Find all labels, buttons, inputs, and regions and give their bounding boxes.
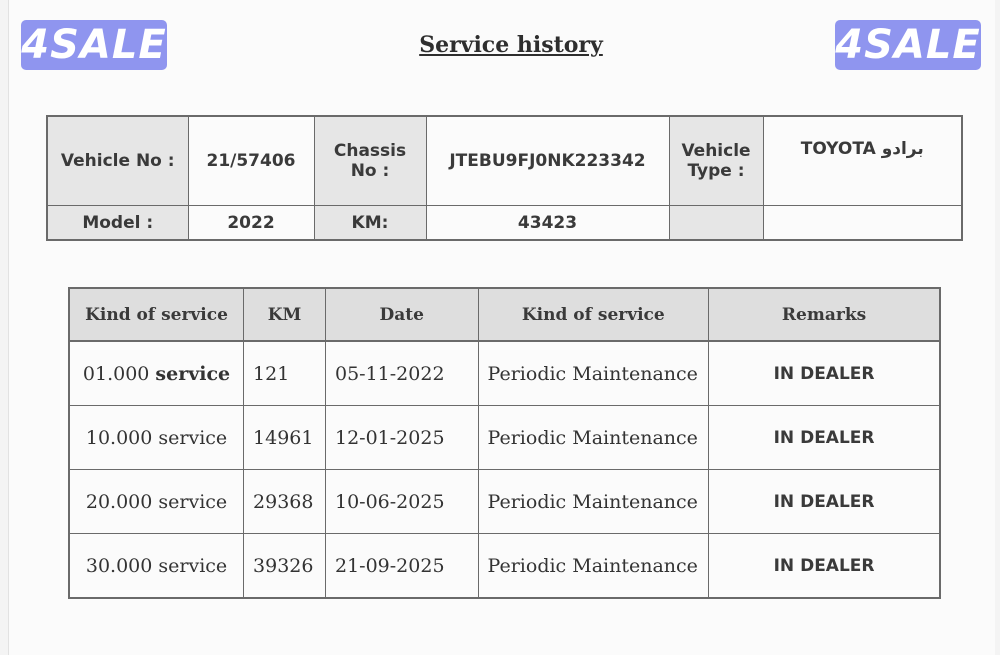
vehicle-no-value: 21/57406 (188, 116, 314, 206)
service-word: service (158, 490, 228, 513)
column-header: Remarks (709, 288, 940, 341)
vehicle-type-label: Vehicle Type : (669, 116, 763, 206)
table-row (69, 470, 940, 534)
service-kind-cell (69, 470, 244, 534)
service-interval: 30.000 (85, 554, 153, 577)
service-type-cell: Periodic Maintenance (478, 406, 709, 470)
service-interval: 10.000 (85, 426, 153, 449)
date-cell: 21-09-2025 (325, 534, 478, 599)
model-value: 2022 (188, 206, 314, 241)
chassis-label: Chassis No : (314, 116, 426, 206)
service-kind-cell (69, 341, 244, 406)
page-title: Service history (419, 32, 603, 58)
remarks-cell: IN DEALER (709, 406, 940, 470)
service-interval: 20.000 (85, 490, 153, 513)
service-kind-cell (69, 534, 244, 599)
km-cell: 121 (244, 341, 326, 406)
table-row (69, 406, 940, 470)
table-row (69, 341, 940, 406)
remarks-cell: IN DEALER (709, 534, 940, 599)
column-header: Date (325, 288, 478, 341)
date-cell: 12-01-2025 (325, 406, 478, 470)
document-page (8, 0, 995, 655)
column-header: Kind of service (478, 288, 709, 341)
km-value: 43423 (426, 206, 669, 241)
empty-cell (669, 206, 763, 241)
service-kind-cell (69, 406, 244, 470)
remarks-cell: IN DEALER (709, 341, 940, 406)
table-row (69, 534, 940, 599)
service-word: service (158, 554, 228, 577)
column-header: Kind of service (69, 288, 244, 341)
service-type-cell: Periodic Maintenance (478, 534, 709, 599)
service-word: service (155, 362, 231, 385)
service-type-cell: Periodic Maintenance (478, 341, 709, 406)
km-label: KM: (314, 206, 426, 241)
date-cell: 10-06-2025 (325, 470, 478, 534)
vehicle-type-value: TOYOTA برادو (763, 116, 962, 206)
remarks-cell: IN DEALER (709, 470, 940, 534)
service-interval: 01.000 (82, 362, 150, 385)
chassis-value: JTEBU9FJ0NK223342 (426, 116, 669, 206)
km-cell: 39326 (244, 534, 326, 599)
date-cell: 05-11-2022 (325, 341, 478, 406)
table-header-row (69, 288, 940, 341)
brand-logo-right: 4SALE (835, 22, 981, 68)
service-word: service (158, 426, 228, 449)
vehicle-info-row (47, 116, 962, 206)
service-type-cell: Periodic Maintenance (478, 470, 709, 534)
vehicle-info-row (47, 206, 962, 241)
km-cell: 14961 (244, 406, 326, 470)
vehicle-no-label: Vehicle No : (47, 116, 188, 206)
model-label: Model : (47, 206, 188, 241)
empty-cell (763, 206, 962, 241)
km-cell: 29368 (244, 470, 326, 534)
brand-logo-left: 4SALE (21, 22, 167, 68)
service-history-table (68, 287, 941, 599)
vehicle-info-table (46, 115, 963, 241)
column-header: KM (244, 288, 326, 341)
